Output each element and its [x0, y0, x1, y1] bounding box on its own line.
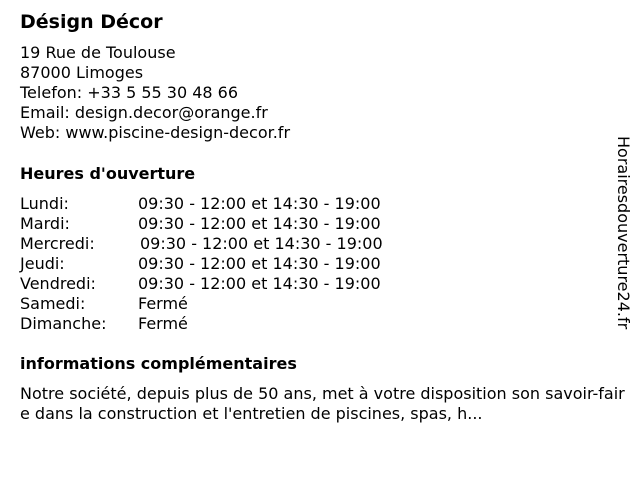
additional-info-heading: informations complémentaires: [20, 354, 297, 373]
hours-day: Samedi:: [20, 294, 86, 313]
hours-time: 09:30 - 12:00 et 14:30 - 19:00: [138, 274, 381, 293]
hours-time: 09:30 - 12:00 et 14:30 - 19:00: [138, 214, 381, 233]
business-name: Désign Décor: [20, 11, 163, 33]
hours-time: 09:30 - 12:00 et 14:30 - 19:00: [138, 194, 381, 213]
site-watermark: [612, 136, 634, 372]
opening-hours-heading: Heures d'ouverture: [20, 164, 196, 183]
hours-time: Fermé: [138, 294, 188, 313]
website-link[interactable]: Web: www.piscine-design-decor.fr: [20, 123, 291, 142]
phone-number[interactable]: Telefon: +33 5 55 30 48 66: [20, 83, 239, 102]
hours-day: Lundi:: [20, 194, 69, 213]
address-street: 19 Rue de Toulouse: [20, 43, 176, 62]
hours-time: 09:30 - 12:00 et 14:30 - 19:00: [138, 254, 381, 273]
hours-day: Jeudi:: [20, 254, 65, 273]
address-city: 87000 Limoges: [20, 63, 144, 82]
hours-day: Vendredi:: [20, 274, 96, 293]
hours-time: Fermé: [138, 314, 188, 333]
hours-day: Mardi:: [20, 214, 70, 233]
watermark-text: Horairesdouverture24.fr: [614, 136, 633, 330]
hours-day: Dimanche:: [20, 314, 107, 333]
email-address[interactable]: Email: design.decor@orange.fr: [20, 103, 268, 122]
contact-block: [20, 43, 290, 143]
hours-day: Mercredi:: [20, 234, 95, 253]
hours-time: 09:30 - 12:00 et 14:30 - 19:00: [140, 234, 383, 253]
business-description: Notre société, depuis plus de 50 ans, met à votre disposition son savoir-faire dans la construction et l'entretien de piscines, spas, h...: [20, 384, 625, 423]
